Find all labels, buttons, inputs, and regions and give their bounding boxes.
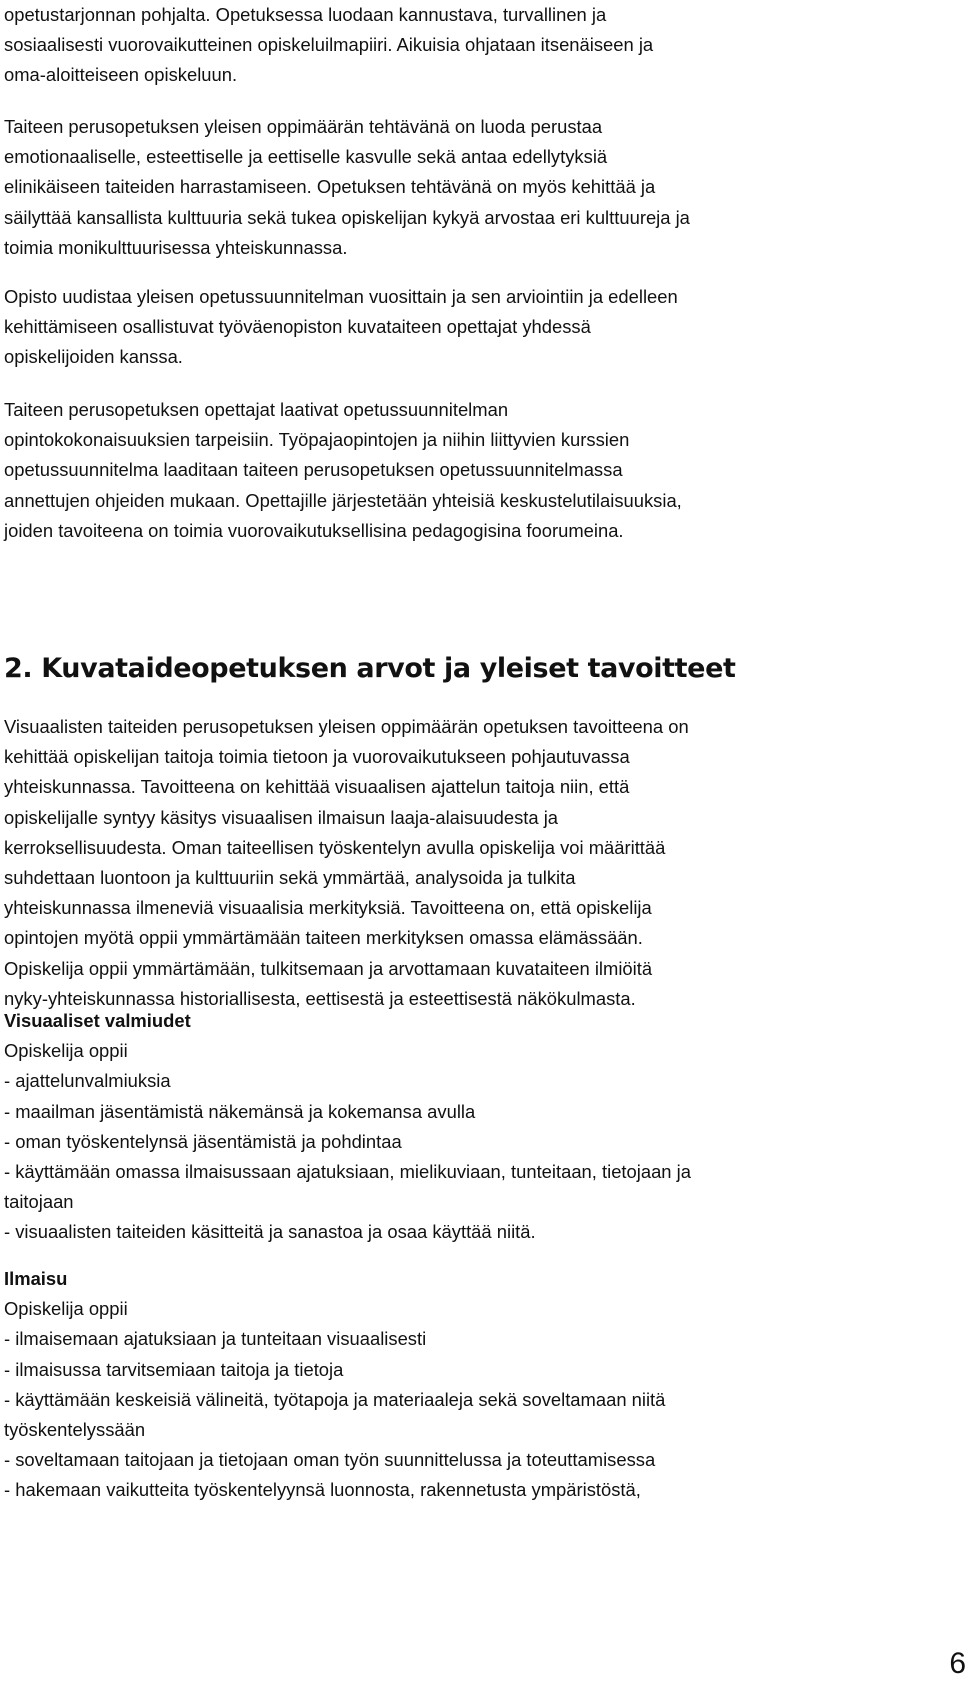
list-item: taitojaan [4,1191,74,1213]
subsection-visual-skills [4,1006,691,1248]
text-line: säilyttää kansallista kulttuuria sekä tukea opiskelijan kykyä arvostaa eri kulttuureja ja [4,206,690,228]
text-line: kerroksellisuudesta. Oman taiteellisen työskentelyn avulla opiskelija voi määrittää [4,836,666,858]
section-heading: 2. Kuvataideopetuksen arvot ja yleiset tavoitteet [4,653,736,684]
text-line: yhteiskunnassa. Tavoitteena on kehittää visuaalisen ajattelun taitoja niin, että [4,776,630,798]
subsection-title: Visuaaliset valmiudet [4,1010,191,1031]
text-line: toimia monikulttuurisessa yhteiskunnassa. [4,236,348,258]
skills-list [4,1066,691,1247]
list-item: - ilmaisemaan ajatuksiaan ja tunteitaan visuaalisesti [4,1328,427,1350]
list-item: - ilmaisussa tarvitsemiaan taitoja ja tietoja [4,1358,344,1380]
page-number: 6 [949,1647,966,1680]
paragraph-intro [4,0,653,91]
text-line: sosiaalisesti vuorovaikutteinen opiskeluilmapiiri. Aikuisia ohjataan itsenäiseen ja [4,34,654,56]
list-item: - hakemaan vaikutteita työskentelyynsä luonnosta, rakennetusta ympäristöstä, [4,1479,641,1501]
list-item: - visuaalisten taiteiden käsitteitä ja sanastoa ja osaa käyttää niitä. [4,1221,536,1243]
text-line: kehittää opiskelijan taitoja toimia tietoon ja vuorovaikutukseen pohjautuvassa [4,746,630,768]
text-line: Opisto uudistaa yleisen opetussuunnitelman vuosittain ja sen arviointiin ja edelleen [4,286,678,307]
paragraph-task [4,112,690,263]
text-line: annettujen ohjeiden mukaan. Opettajille järjestetään yhteisiä keskustelutilaisuuksia, [4,489,682,511]
text-line: Opiskelija oppii ymmärtämään, tulkitsemaan ja arvottamaan kuvataiteen ilmiöitä [4,957,653,979]
text-line: opiskelijoiden kanssa. [4,346,183,368]
text-line: opetussuunnitelma laaditaan taiteen perusopetuksen opetussuunnitelmassa [4,459,623,481]
text-line: nyky-yhteiskunnassa historiallisesta, eettisestä ja esteettisestä näkökulmasta. [4,987,636,1009]
text-line: opintokokonaisuuksien tarpeisiin. Työpajaopintojen ja niihin liittyvien kurssien [4,429,630,451]
paragraph-goals [4,712,689,1014]
paragraph-teachers [4,395,682,546]
list-item: - oman työskentelynsä jäsentämistä ja pohdintaa [4,1130,402,1152]
text-line: oma-aloitteiseen opiskeluun. [4,64,238,86]
text-line: suhdettaan luontoon ja kulttuuriin sekä ymmärtää, analysoida ja tulkita [4,867,576,889]
text-line: Taiteen perusopetuksen yleisen oppimäärän tehtävänä on luoda perustaa [4,116,603,137]
text-line: opetustarjonnan pohjalta. Opetuksessa luodaan kannustava, turvallinen ja [4,4,607,25]
subsection-expression [4,1264,665,1506]
subsection-lead: Opiskelija oppii [4,1040,128,1062]
text-line: elinikäiseen taiteiden harrastamiseen. Opetuksen tehtävänä on myös kehittää ja [4,176,656,198]
text-line: Taiteen perusopetuksen opettajat laativat opetussuunnitelman [4,399,509,420]
text-line: joiden tavoiteena on toimia vuorovaikutuksellisina pedagogisina foorumeina. [4,519,624,541]
list-item: - maailman jäsentämistä näkemänsä ja kokemansa avulla [4,1100,476,1122]
text-line: opiskelijalle syntyy käsitys visuaalisen ilmaisun laaja-alaisuudesta ja [4,806,559,828]
list-item: - ajattelunvalmiuksia [4,1070,171,1092]
subsection-lead: Opiskelija oppii [4,1298,128,1320]
text-line: Visuaalisten taiteiden perusopetuksen yleisen oppimäärän opetuksen tavoitteena on [4,716,689,737]
paragraph-curriculum [4,282,678,373]
text-line: yhteiskunnassa ilmeneviä visuaalisia merkityksiä. Tavoitteena on, että opiskelija [4,897,652,919]
list-item: työskentelyssään [4,1419,146,1441]
text-line: opintojen myötä oppii ymmärtämään taiteen merkityksen omassa elämässään. [4,927,643,949]
list-item: - soveltamaan taitojaan ja tietojaan oman työn suunnittelussa ja toteuttamisessa [4,1449,656,1471]
list-item: - käyttämään keskeisiä välineitä, työtapoja ja materiaaleja sekä soveltamaan niitä [4,1388,666,1410]
text-line: emotionaaliselle, esteettiselle ja eettiselle kasvulle sekä antaa edellytyksiä [4,146,608,168]
expression-list [4,1324,665,1505]
list-item: - käyttämään omassa ilmaisussaan ajatuksiaan, mielikuviaan, tunteitaan, tietojaan ja [4,1161,691,1183]
text-line: kehittämiseen osallistuvat työväenopiston kuvataiteen opettajat yhdessä [4,316,591,338]
subsection-title: Ilmaisu [4,1268,68,1289]
